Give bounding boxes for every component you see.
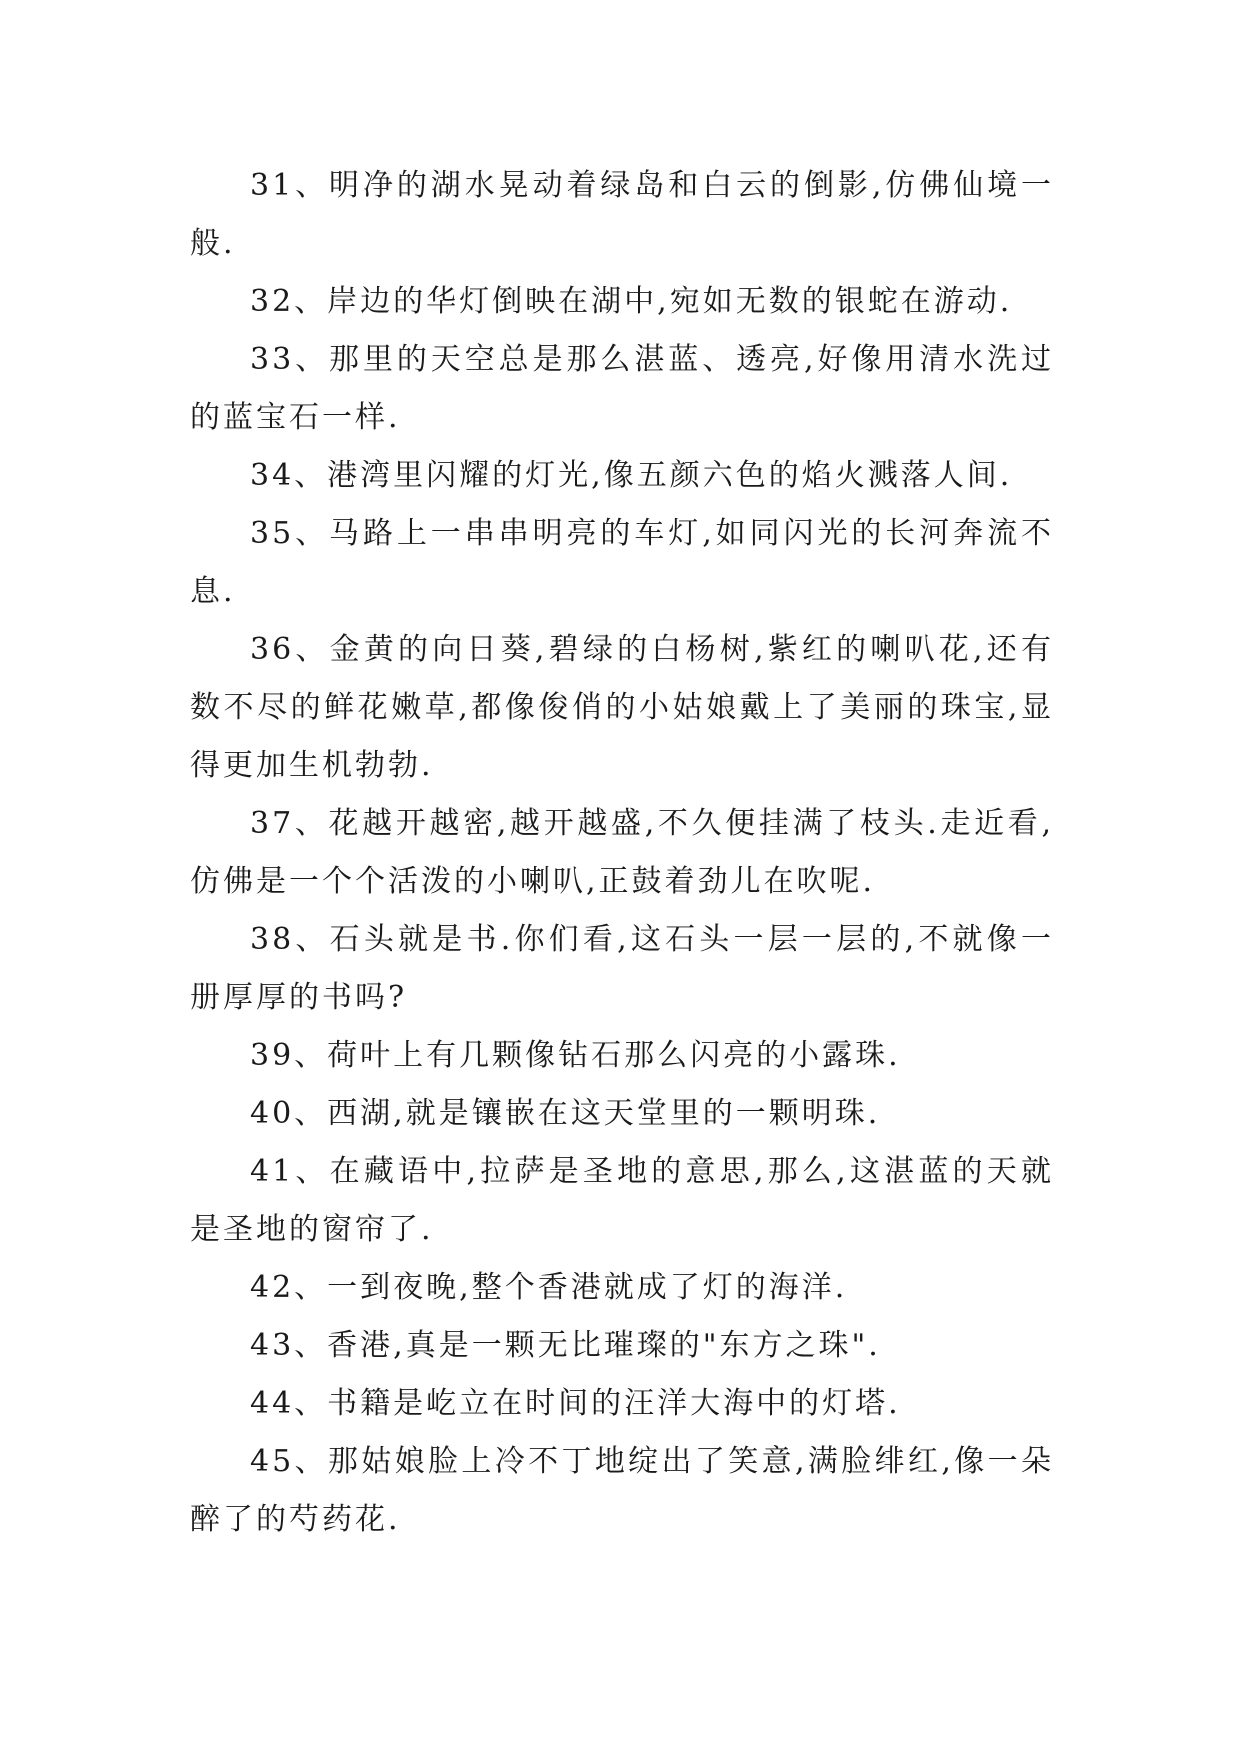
paragraph-38: 38、石头就是书.你们看,这石头一层一层的,不就像一册厚厚的书吗?: [190, 922, 1054, 1015]
paragraph-36: 36、金黄的向日葵,碧绿的白杨树,紫红的喇叭花,还有数不尽的鲜花嫩草,都像俊俏的小姑娘戴上了美丽的珠宝,显得更加生机勃勃.: [190, 632, 1054, 783]
paragraph-41: 41、在藏语中,拉萨是圣地的意思,那么,这湛蓝的天就是圣地的窗帘了.: [190, 1154, 1054, 1247]
paragraph-35: 35、马路上一串串明亮的车灯,如同闪光的长河奔流不息.: [190, 516, 1054, 609]
paragraph-33: 33、那里的天空总是那么湛蓝、透亮,好像用清水洗过的蓝宝石一样.: [190, 342, 1054, 435]
paragraph-34: 34、港湾里闪耀的灯光,像五颜六色的焰火溅落人间.: [250, 458, 1013, 493]
paragraph-42: 42、一到夜晚,整个香港就成了灯的海洋.: [250, 1270, 848, 1305]
paragraph-39: 39、荷叶上有几颗像钻石那么闪亮的小露珠.: [250, 1038, 901, 1073]
paragraph-40: 40、西湖,就是镶嵌在这天堂里的一颗明珠.: [250, 1096, 881, 1131]
paragraph-43: 43、香港,真是一颗无比璀璨的"东方之珠".: [250, 1328, 881, 1363]
paragraph-45: 45、那姑娘脸上冷不丁地绽出了笑意,满脸绯红,像一朵醉了的芍药花.: [190, 1444, 1054, 1537]
paragraph-31: 31、明净的湖水晃动着绿岛和白云的倒影,仿佛仙境一般.: [190, 168, 1054, 261]
paragraph-32: 32、岸边的华灯倒映在湖中,宛如无数的银蛇在游动.: [250, 284, 1013, 319]
document-body: [190, 157, 1054, 1549]
paragraph-37: 37、花越开越密,越开越盛,不久便挂满了枝头.走近看,仿佛是一个个活泼的小喇叭,正鼓着劲儿在吹呢.: [190, 806, 1054, 899]
paragraph-44: 44、书籍是屹立在时间的汪洋大海中的灯塔.: [250, 1386, 901, 1421]
